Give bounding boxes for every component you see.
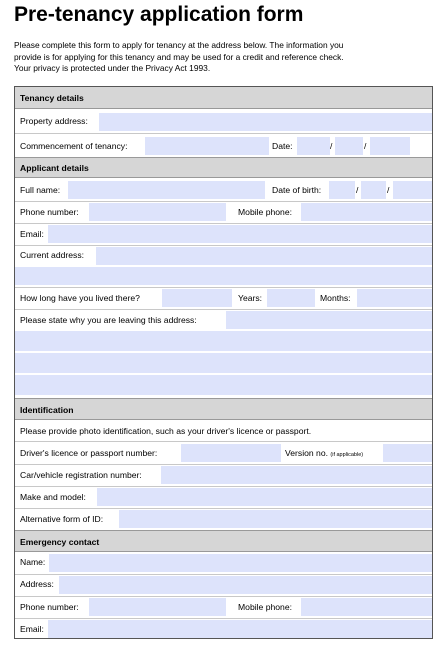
emergency-name-field[interactable] xyxy=(49,554,432,572)
intro-line-1: Please complete this form to apply for tenancy at the address below. The information you xyxy=(14,40,344,50)
make-model-label: Make and model: xyxy=(20,492,86,502)
row-divider xyxy=(15,133,432,134)
version-field[interactable] xyxy=(383,444,432,462)
identification-section-heading: Identification xyxy=(15,398,432,420)
intro-line-2: provide is for applying for this tenancy and may be used for a credit and reference check. xyxy=(14,51,344,62)
date-separator: / xyxy=(364,141,367,151)
dob-label: Date of birth: xyxy=(272,185,322,195)
row-divider xyxy=(15,287,432,288)
current-address-label: Current address: xyxy=(20,250,85,260)
commencement-field[interactable] xyxy=(145,137,269,155)
years-field[interactable] xyxy=(267,289,315,307)
property-address-field[interactable] xyxy=(99,113,432,131)
alt-id-field[interactable] xyxy=(119,510,432,528)
row-divider xyxy=(15,309,432,310)
date-separator: / xyxy=(330,141,333,151)
emergency-email-label: Email: xyxy=(20,624,44,634)
emergency-name-label: Name: xyxy=(20,557,46,567)
dob-day-field[interactable] xyxy=(329,181,355,199)
email-field[interactable] xyxy=(48,225,432,243)
intro-text xyxy=(14,40,434,75)
make-model-field[interactable] xyxy=(97,488,432,506)
intro-line-3: Your privacy is protected under the Privacy Act 1993. xyxy=(14,63,211,73)
row-divider xyxy=(15,508,432,509)
version-text: Version no. xyxy=(285,448,328,458)
how-long-field[interactable] xyxy=(162,289,232,307)
row-divider xyxy=(15,201,432,202)
dob-month-field[interactable] xyxy=(361,181,386,199)
years-label: Years: xyxy=(238,293,263,303)
applicant-section-heading: Applicant details xyxy=(15,157,432,178)
how-long-label: How long have you lived there? xyxy=(20,293,140,303)
car-reg-label: Car/vehicle registration number: xyxy=(20,470,142,480)
row-divider xyxy=(15,441,432,442)
version-note: (if applicable) xyxy=(330,452,364,458)
emergency-mobile-field[interactable] xyxy=(301,598,432,616)
row-divider xyxy=(15,486,432,487)
version-label xyxy=(285,448,363,458)
full-name-label: Full name: xyxy=(20,185,61,195)
emergency-phone-label: Phone number: xyxy=(20,602,79,612)
commencement-label: Commencement of tenancy: xyxy=(20,141,128,151)
current-address-field[interactable] xyxy=(96,247,432,265)
reason-field-line-3[interactable] xyxy=(15,353,432,373)
tenancy-section-heading: Tenancy details xyxy=(15,87,432,109)
emergency-section-heading: Emergency contact xyxy=(15,530,432,552)
date-day-field[interactable] xyxy=(297,137,333,155)
date-month-field[interactable] xyxy=(335,137,363,155)
emergency-address-label: Address: xyxy=(20,579,54,589)
full-name-field[interactable] xyxy=(68,181,265,199)
row-divider xyxy=(15,596,432,597)
emergency-phone-field[interactable] xyxy=(89,598,226,616)
row-divider xyxy=(15,245,432,246)
current-address-field-line-2[interactable] xyxy=(15,267,432,285)
dob-year-field[interactable] xyxy=(393,181,432,199)
licence-field[interactable] xyxy=(181,444,281,462)
mobile-label: Mobile phone: xyxy=(238,207,292,217)
date-label: Date: xyxy=(272,141,293,151)
reason-field[interactable] xyxy=(226,311,432,329)
emergency-email-field[interactable] xyxy=(48,620,432,638)
date-separator: / xyxy=(387,185,390,195)
reason-field-line-4[interactable] xyxy=(15,375,432,395)
id-instruction: Please provide photo identification, such as your driver's licence or passport. xyxy=(20,426,312,436)
date-year-field[interactable] xyxy=(370,137,410,155)
licence-label: Driver's licence or passport number: xyxy=(20,448,158,458)
alt-id-label: Alternative form of ID: xyxy=(20,514,104,524)
date-separator: / xyxy=(356,185,359,195)
row-divider xyxy=(15,618,432,619)
application-form xyxy=(14,86,433,639)
row-divider xyxy=(15,574,432,575)
email-label: Email: xyxy=(20,229,44,239)
emergency-mobile-label: Mobile phone: xyxy=(238,602,292,612)
form-title: Pre-tenancy application form xyxy=(14,3,304,26)
reason-field-line-2[interactable] xyxy=(15,331,432,351)
phone-field[interactable] xyxy=(89,203,226,221)
property-address-label: Property address: xyxy=(20,116,88,126)
months-label: Months: xyxy=(320,293,351,303)
phone-label: Phone number: xyxy=(20,207,79,217)
months-field[interactable] xyxy=(357,289,432,307)
row-divider xyxy=(15,223,432,224)
reason-label: Please state why you are leaving this address: xyxy=(20,315,197,325)
row-divider xyxy=(15,464,432,465)
car-reg-field[interactable] xyxy=(161,466,432,484)
emergency-address-field[interactable] xyxy=(59,576,432,594)
mobile-field[interactable] xyxy=(301,203,432,221)
